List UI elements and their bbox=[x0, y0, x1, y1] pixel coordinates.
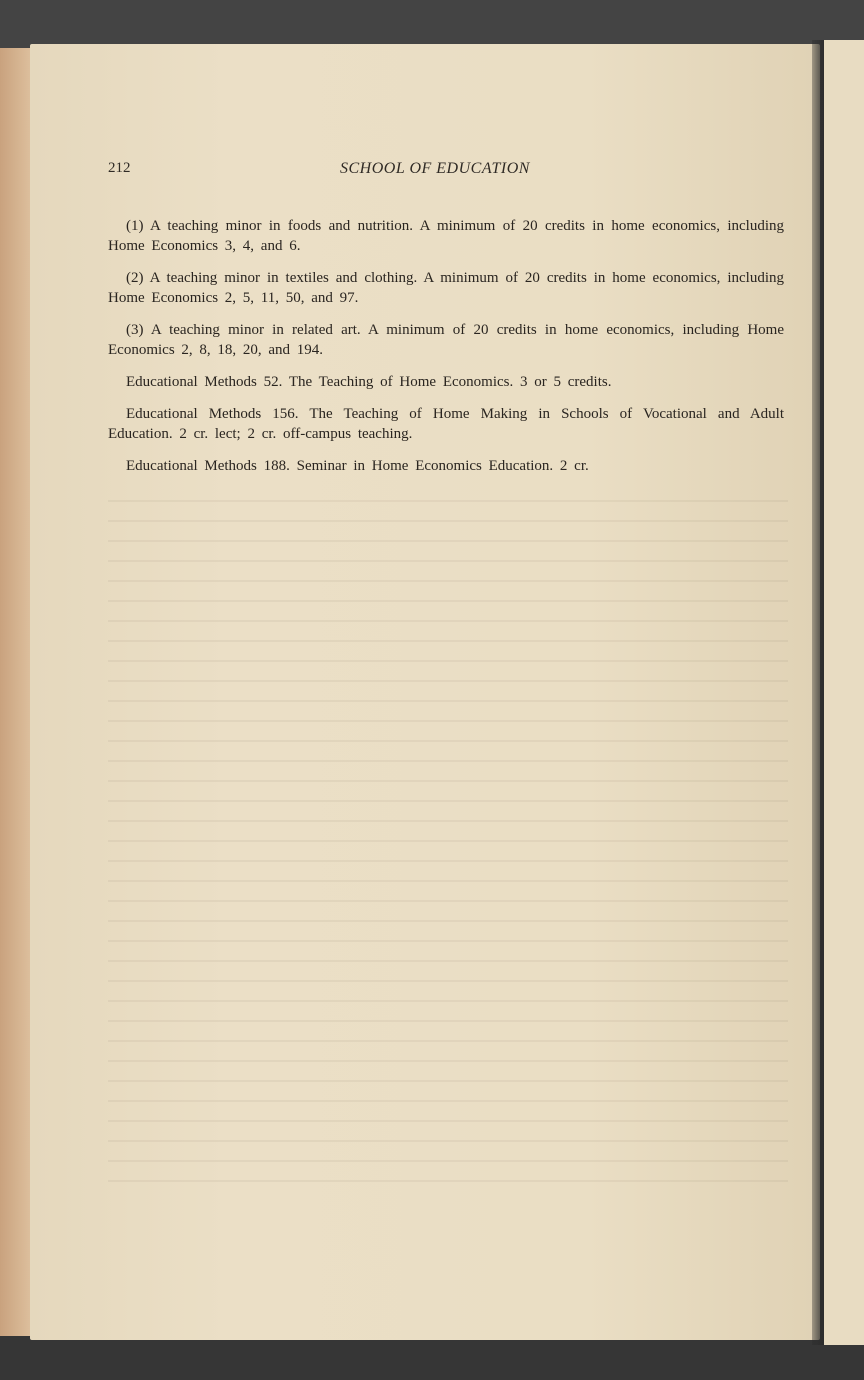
adjacent-page-edge bbox=[824, 40, 864, 1345]
paragraph-foods-minor: (1) A teaching minor in foods and nutrition. A minimum of 20 credits in home economics, including Home Economics 3, 4, and 6. bbox=[108, 218, 784, 254]
page-number: 212 bbox=[108, 160, 131, 176]
show-through-texture bbox=[108, 500, 788, 1200]
page-body bbox=[108, 216, 784, 488]
paragraph-methods-188: Educational Methods 188. Seminar in Home Economics Education. 2 cr. bbox=[126, 458, 589, 474]
running-head: SCHOOL OF EDUCATION bbox=[340, 160, 530, 177]
paragraph-methods-156: Educational Methods 156. The Teaching of Home Making in Schools of Vocational and Adult Education. 2 cr. lect; 2 cr. off-campus teaching. bbox=[108, 406, 784, 442]
page-header bbox=[108, 160, 808, 184]
paragraph-methods-52: Educational Methods 52. The Teaching of Home Economics. 3 or 5 credits. bbox=[126, 374, 612, 390]
paragraph-related-art-minor: (3) A teaching minor in related art. A minimum of 20 credits in home economics, including Home Economics 2, 8, 18, 20, and 194. bbox=[108, 322, 784, 358]
paragraph-textiles-minor: (2) A teaching minor in textiles and clothing. A minimum of 20 credits in home economics, including Home Economics 2, 5, 11, 50, and 97. bbox=[108, 270, 784, 306]
